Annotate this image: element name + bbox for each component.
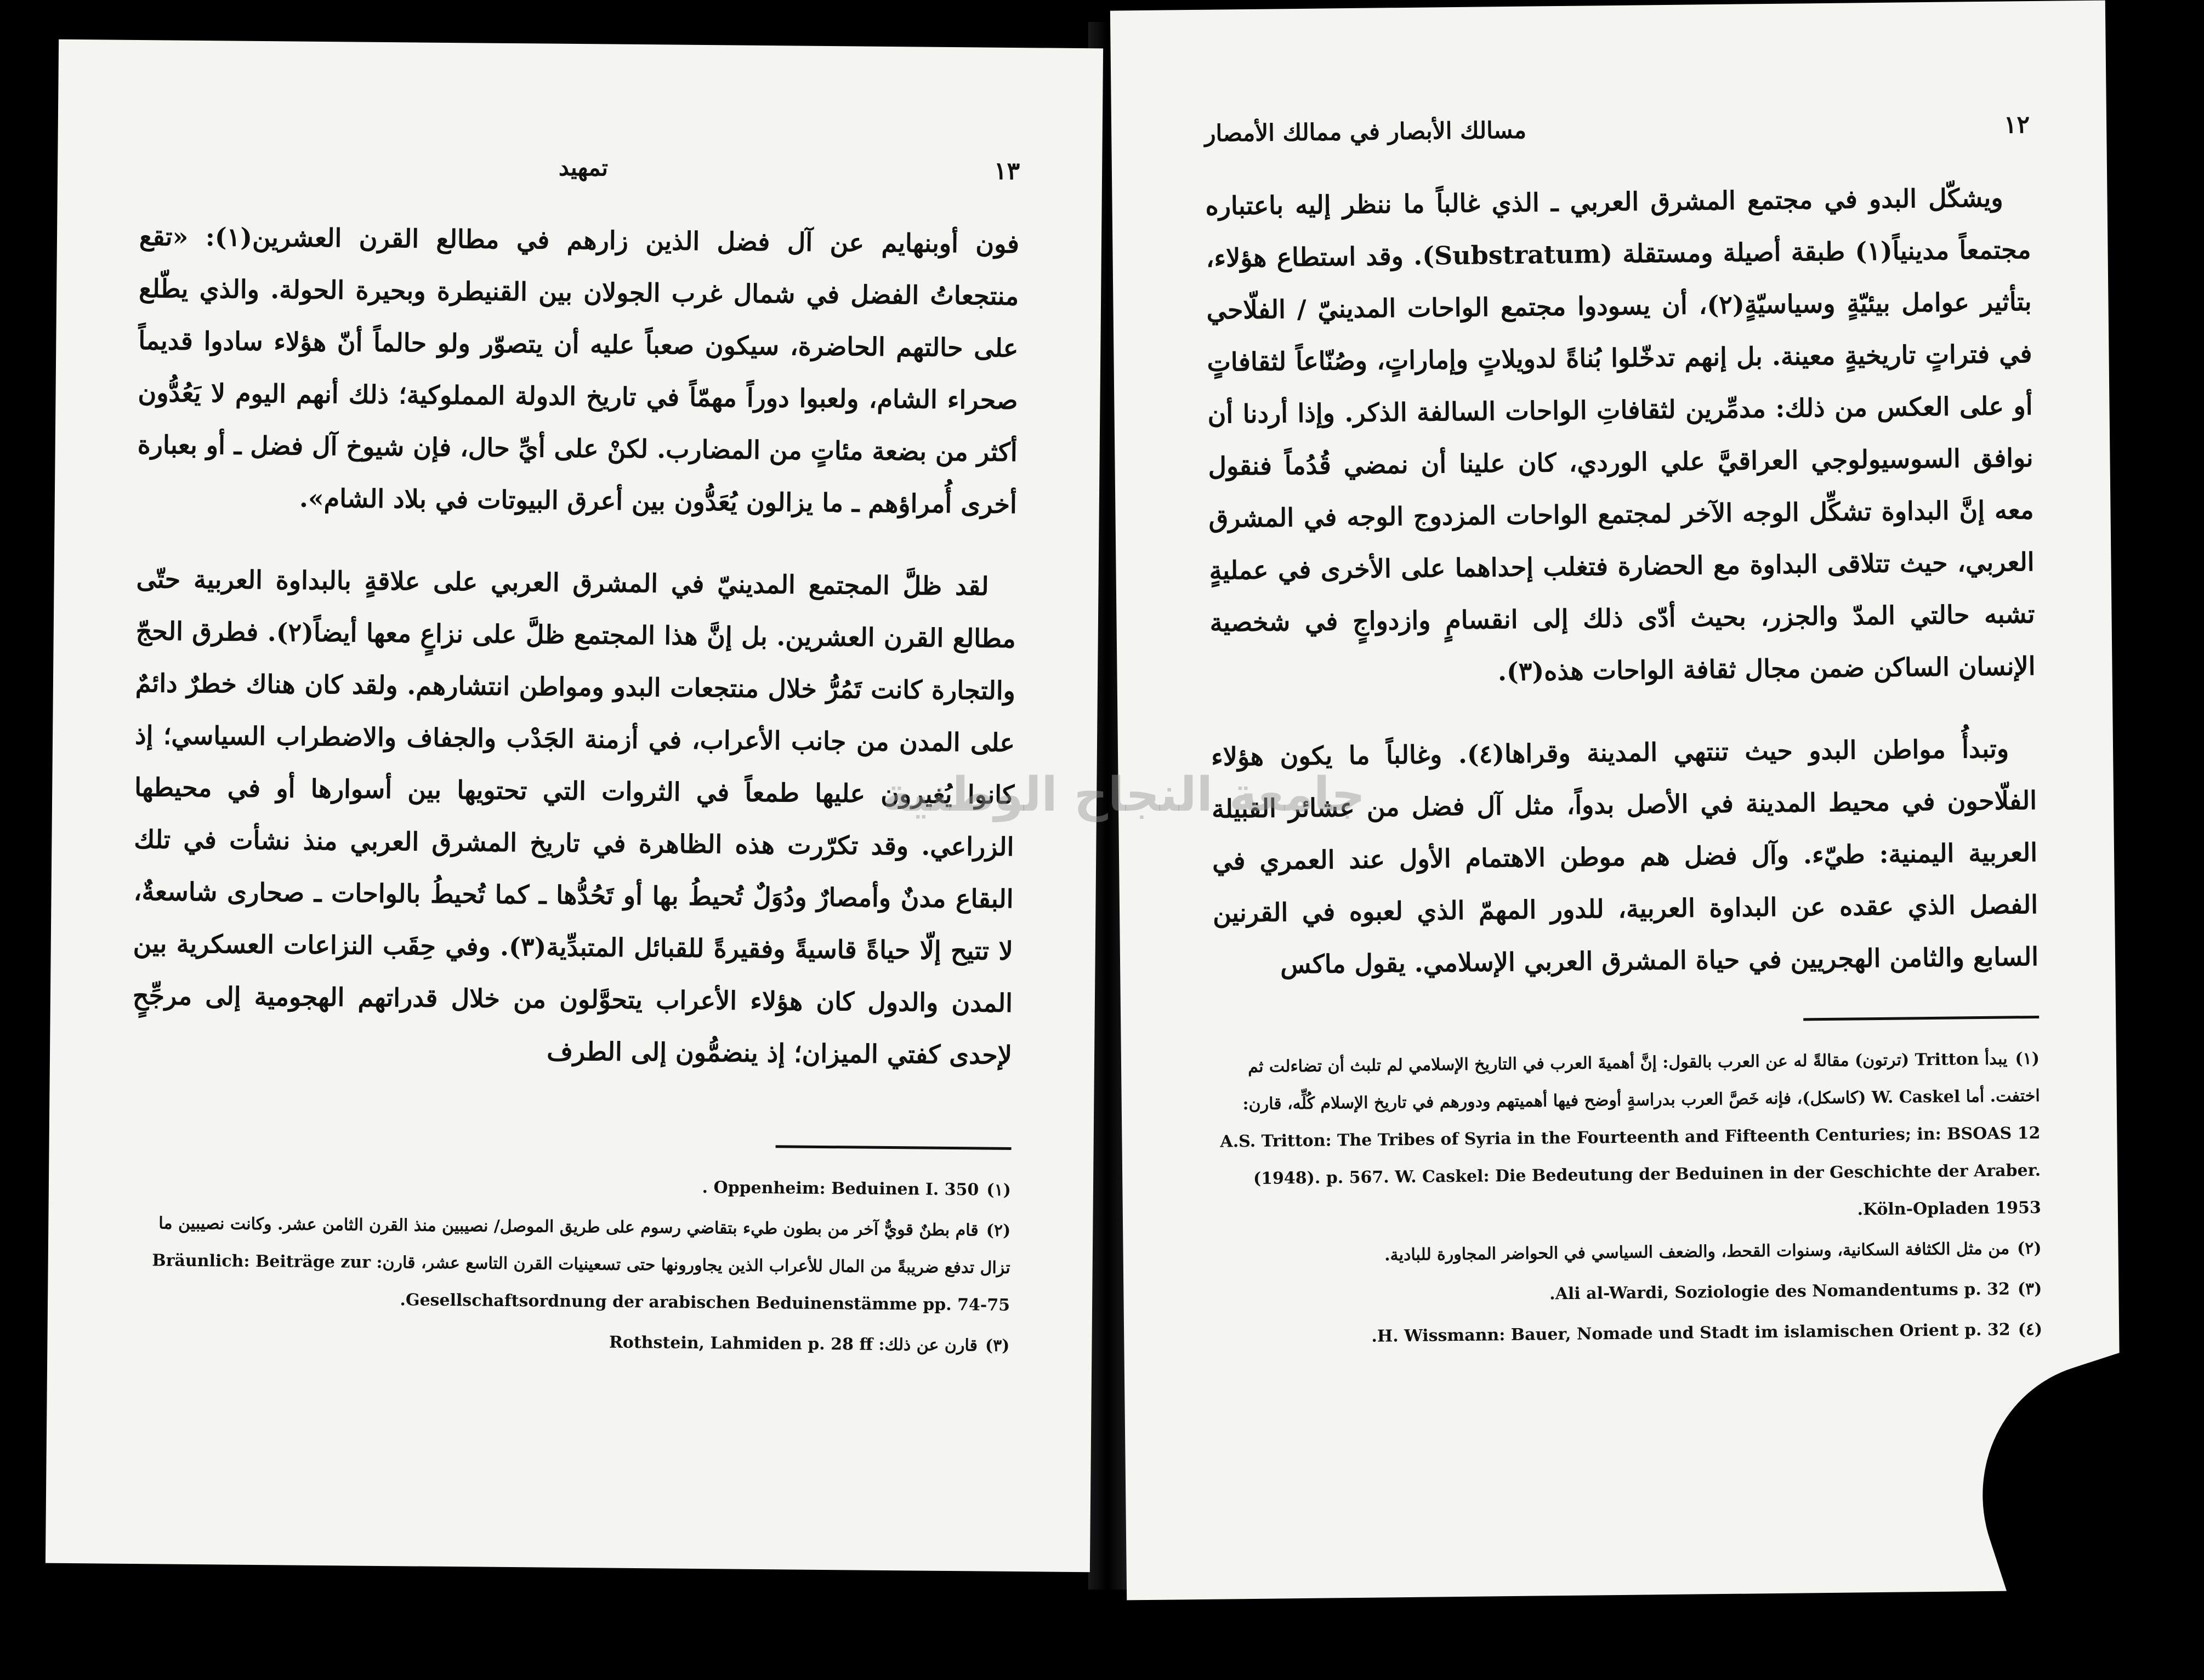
paragraph: وتبدأُ مواطن البدو حيث تنتهي المدينة وقراها(٤). وغالباً ما يكون هؤلاء الفلّاحون في محيط المدينة في الأصل بدواً، مثل آل فضل من عشائر القبيلة العربية اليمنية: طيّء. وآل فضل هم موطن الاهتمام الأول عند العمري في الفصل الذي عقده عن البداوة العربية، للدور المهمّ الذي لعبوه في القرنين السابع والثامن الهجريين في حياة المشرق العربي الإسلامي. يقول ماكس (1211, 733, 2039, 979)
footnote-text: Ali al-Wardi, Soziologie des Nomandentums p. 32. (1549, 1279, 2010, 1304)
page-number: ١٣ (993, 157, 1020, 186)
footnote (131, 1164, 1012, 1209)
running-title: تمهيد (558, 153, 609, 181)
body-text (132, 210, 1020, 1081)
footnote-text: من مثل الكثافة السكانية، وسنوات القحط، والضعف السياسي في الحواضر المجاورة للبادية. (1384, 1239, 2010, 1265)
page-number: ١٢ (2003, 111, 2030, 139)
footnote-number: (٤) (2018, 1319, 2043, 1340)
footnotes (129, 1164, 1011, 1365)
footnote (1216, 1230, 2042, 1276)
watermark: جامعة النجاح الوطنية (882, 767, 1366, 822)
footnote-text: قارن عن ذلك: Rothstein, Lahmiden p. 28 ff (609, 1332, 978, 1356)
footnote (129, 1320, 1010, 1365)
left-page-header (140, 150, 1020, 185)
footnote-number: (١) (986, 1180, 1012, 1200)
footnote-divider (776, 1145, 1012, 1150)
running-title: مسالك الأبصار في ممالك الأمصار (1204, 116, 1527, 147)
footnote-divider (1803, 1016, 2039, 1021)
footnote-text: يبدأ Tritton (ترتون) مقالةً له عن العرب بالقول: إنَّ أهميةَ العرب في التاريخ الإسلامي لم تلبث أن تضاءلت ثم اختفت. أما W. Caskel (كاسكل)، فإنه خَصَّ العرب بدراسةٍ أوضح فيها أهميتهم ودورهم في تاريخ الإسلام كُلِّه، قارن: A.S. Tritton: The Tribes of Syria in the Fourteenth and Fifteenth Centuries; in: BSOAS 12 (1948). p. 567. W. Caskel: Die Bedeutung der Beduinen in der Geschichte der Araber. Köln-Opladen 1953. (1220, 1049, 2042, 1220)
paragraph: ويشكّل البدو في مجتمع المشرق العربي ـ الذي غالباً ما ننظر إليه باعتباره مجتمعاً مدينياً(١) طبقة أصيلة ومستقلة (Substratum). وقد استطاع هؤلاء، بتأثير عوامل بيئيّةٍ وسياسيّةٍ(٢)، أن يسودوا مجتمع الواحات المدينيّ / الفلّاحي في فتراتٍ تاريخيةٍ معينة. بل إنهم تدخّلوا بُناةً لدويلاتٍ وإماراتٍ، وصُنّاعاً لثقافاتٍ أو على العكس من ذلك: مدمِّرين لثقافاتِ الواحات السالفة الذكر. وإذا أردنا أن نوافق السوسيولوجي العراقيَّ علي الوردي، كان علينا أن نمضي قُدُماً فنقول معه إنَّ البداوة تشكِّل الوجه الآخر لمجتمع الواحات المزدوج الوجه في المشرق العربي، حيث تتلاقى البداوة مع الحضارة فتغلب إحداهما على الأخرى في عمليةٍ تشبه حالتي المدّ والجزر، بحيث أدّى ذلك إلى انقسامٍ وازدواجٍ في شخصية الإنسان الساكن ضمن مجال ثقافة الواحات هذه(٣). (1205, 183, 2036, 687)
footnote-text: قام بطنٌ قويٌّ آخر من بطون طيء بتقاضي رسوم على طريق الموصل/ نصيبين منذ القرن الثامن عشر. وكانت نصيبين ما تزال تدفع ضريبةً من المال للأعراب الذين يجاورونها حتى تسعينيات القرن التاسع عشر، قارن: Bräunlich: Beiträge zur Gesellschaftsordnung der arabischen Beduinenstämme pp. 74-75. (152, 1214, 1010, 1315)
footnote-number: (٢) (986, 1221, 1011, 1240)
footnote-text: Oppenheim: Beduinen I. 350 . (702, 1178, 979, 1200)
footnote-number: (٣) (985, 1336, 1010, 1356)
footnote (1217, 1271, 2042, 1317)
right-page-header (1205, 111, 2030, 147)
footnote-number: (٣) (2017, 1279, 2042, 1299)
footnote (130, 1205, 1011, 1324)
footnote (1217, 1311, 2043, 1357)
footnote-text: H. Wissmann: Bauer, Nomade und Stadt im islamischen Orient p. 32. (1371, 1320, 2010, 1346)
body-text (1205, 172, 2038, 992)
footnotes (1214, 1040, 2043, 1357)
footnote-number: (٢) (2016, 1238, 2042, 1258)
paragraph: لقد ظلَّ المجتمع المدينيّ في المشرق العربي على علاقةٍ بالبداوة العربية حتّى مطالع القرن العشرين. بل إنَّ هذا المجتمع ظلَّ على نزاعٍ معها أيضاً(٢). فطرق الحجّ والتجارة كانت تَمُرُّ خلال منتجعات البدو ومواطن انتشارهم. ولقد كان هناك خطرٌ دائمٌ على المدن من جانب الأعراب، في أزمنة الجَدْب والجفاف والاضطراب السياسي؛ إذ كانوا يُغيرون عليها طمعاً في الثروات التي تحتويها بين أسوارها أو في محيطها الزراعي. وقد تكرّرت هذه الظاهرة في تاريخ المشرق العربي منذ نشأت في تلك البقاع مدنٌ وأمصارٌ ودُوَلٌ تُحيطُ بها أو تَحُدُّها ـ كما تُحيطُ بالواحات ـ صحارى شاسعةٌ، لا تتيح إلّا حياةً قاسيةً وفقيرةً للقبائل المتبدِّية(٣). وفي حِقَب النزاعات العسكرية بين المدن والدول كان هؤلاء الأعراب يتحوَّلون من خلال قدراتهم الهجومية إلى مرجِّحٍ لإحدى كفتي الميزان؛ إذ ينضمُّون إلى الطرف (132, 564, 1016, 1070)
paragraph: فون أوبنهايم عن آل فضل الذين زارهم في مطالع القرن العشرين(١): «تقع منتجعاتُ الفضل في شمال غرب الجولان بين القنيطرة وبحيرة الحولة. والذي يطّلع على حالتهم الحاضرة، سيكون صعباً عليه أن يتصوّر ولو حالماً أنّ هؤلاء سادوا قديماً صحراء الشام، ولعبوا دوراً مهمّاً في تاريخ الدولة المملوكية؛ ذلك أنهم اليوم لا يَعُدُّون أكثر من بضعة مئاتٍ من المضارب. لكنْ على أيِّ حال، فإن شيوخ آل فضل ـ أو بعبارة أخرى أُمراؤهم ـ ما يزالون يُعَدُّون بين أعرق البيوتات في بلاد الشام». (137, 221, 1020, 520)
footnote (1214, 1040, 2041, 1235)
footnote-number: (١) (2015, 1049, 2040, 1069)
